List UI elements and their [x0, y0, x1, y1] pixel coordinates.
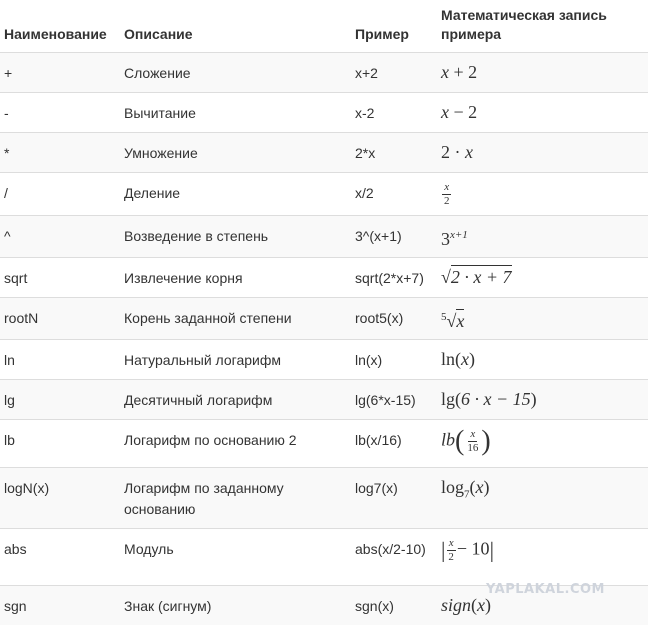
- cell-math: [437, 93, 648, 133]
- header-example: Пример: [351, 0, 437, 53]
- cell-math: [437, 173, 648, 216]
- math-function: lg: [441, 389, 455, 409]
- cell-name: /: [0, 173, 120, 216]
- cell-math: [437, 53, 648, 93]
- table-row: [0, 468, 648, 529]
- cell-name: lg: [0, 380, 120, 420]
- cell-description: Корень заданной степени: [120, 298, 351, 340]
- table-row: [0, 529, 648, 586]
- cell-description: Знак (сигнум): [120, 586, 351, 625]
- sqrt-icon: √: [441, 267, 451, 287]
- cell-math: | $\frac{x}{2}$ − 10|: [437, 529, 648, 586]
- cell-description: Сложение: [120, 53, 351, 93]
- cell-description: Деление: [120, 173, 351, 216]
- math-rest: − 10: [457, 539, 490, 559]
- cell-example: root5(x): [351, 298, 437, 340]
- cell-math: [437, 258, 648, 298]
- math-num: 2: [468, 102, 477, 122]
- cell-example: sqrt(2*x+7): [351, 258, 437, 298]
- cell-math: ln(x): [437, 340, 648, 380]
- cell-example: 3^(x+1): [351, 216, 437, 258]
- fraction-numerator: x: [442, 182, 451, 195]
- cell-math: [437, 216, 648, 258]
- math-radicand: x: [456, 309, 464, 331]
- math-num: 2: [441, 142, 450, 162]
- cell-description: Модуль: [120, 529, 351, 586]
- cell-math: sign(x): [437, 586, 648, 625]
- cell-name: ln: [0, 340, 120, 380]
- sqrt-icon: √: [447, 311, 457, 331]
- cell-description: Вычитание: [120, 93, 351, 133]
- cell-name: -: [0, 93, 120, 133]
- table-header-row: [0, 0, 648, 53]
- log-base: 7: [464, 489, 470, 501]
- header-math: Математическая запись примера: [437, 0, 648, 53]
- cell-name: logN(x): [0, 468, 120, 529]
- cell-math: [437, 298, 648, 340]
- table-row: [0, 53, 648, 93]
- math-argument: 6 · x − 15: [461, 389, 531, 409]
- table-row: [0, 380, 648, 420]
- table-row: [0, 298, 648, 340]
- math-op: −: [454, 102, 464, 122]
- math-var: x: [465, 142, 473, 162]
- cell-example: lb(x/16): [351, 420, 437, 468]
- math-radicand: 2 · x + 7: [451, 265, 512, 287]
- cell-description: Извлечение корня: [120, 258, 351, 298]
- cell-name: sgn: [0, 586, 120, 625]
- cell-name: sqrt: [0, 258, 120, 298]
- cell-example: sgn(x): [351, 586, 437, 625]
- cell-example: x+2: [351, 53, 437, 93]
- cell-name: rootN: [0, 298, 120, 340]
- cell-example: abs(x/2-10): [351, 529, 437, 586]
- math-argument: x: [477, 595, 485, 615]
- cell-description: Возведение в степень: [120, 216, 351, 258]
- cell-example: ln(x): [351, 340, 437, 380]
- table-row: [0, 133, 648, 173]
- table-row: [0, 216, 648, 258]
- table-row: [0, 93, 648, 133]
- math-var: x: [441, 102, 449, 122]
- cell-example: lg(6*x-15): [351, 380, 437, 420]
- cell-name: ^: [0, 216, 120, 258]
- cell-name: *: [0, 133, 120, 173]
- cell-example: x-2: [351, 93, 437, 133]
- fraction-denominator: 16: [465, 442, 480, 454]
- cell-math: lb( $\frac{x}{16}$ ): [437, 420, 648, 468]
- math-argument: x: [461, 349, 469, 369]
- cell-description: Умножение: [120, 133, 351, 173]
- cell-description: Десятичный логарифм: [120, 380, 351, 420]
- fraction-denominator: 2: [446, 551, 456, 563]
- cell-example: 2*x: [351, 133, 437, 173]
- watermark-logo: YAPLAKAL.COM: [486, 582, 605, 597]
- math-function: sign: [441, 595, 471, 615]
- math-exponent: x+1: [450, 229, 468, 241]
- math-function: lb: [441, 430, 455, 450]
- cell-example: log7(x): [351, 468, 437, 529]
- math-fraction: [465, 429, 480, 454]
- table-row: [0, 258, 648, 298]
- math-op: ·: [455, 142, 461, 162]
- table-row: [0, 340, 648, 380]
- fraction-denominator: 2: [442, 195, 452, 207]
- table-row: [0, 420, 648, 468]
- cell-description: Логарифм по заданному основанию: [120, 468, 351, 529]
- fraction-numerator: x: [447, 538, 456, 551]
- math-num: 2: [468, 62, 477, 82]
- math-fraction: [446, 538, 456, 563]
- math-function: log: [441, 477, 464, 497]
- header-description: Описание: [120, 0, 351, 53]
- math-base: 3: [441, 229, 450, 249]
- cell-name: abs: [0, 529, 120, 586]
- cell-description: Логарифм по основанию 2: [120, 420, 351, 468]
- cell-name: lb: [0, 420, 120, 468]
- cell-math: $\log_7(x)$: [437, 468, 648, 529]
- cell-description: Натуральный логарифм: [120, 340, 351, 380]
- table-row: [0, 173, 648, 216]
- cell-math: lg(6 · x − 15): [437, 380, 648, 420]
- root-index: 5: [441, 311, 447, 323]
- header-name: Наименование: [0, 0, 120, 53]
- math-function: ln: [441, 349, 455, 369]
- math-op: +: [454, 62, 464, 82]
- math-fraction: [442, 182, 452, 207]
- math-var: x: [441, 62, 449, 82]
- fraction-numerator: x: [468, 429, 477, 442]
- cell-name: +: [0, 53, 120, 93]
- cell-example: x/2: [351, 173, 437, 216]
- cell-math: [437, 133, 648, 173]
- math-argument: x: [476, 477, 484, 497]
